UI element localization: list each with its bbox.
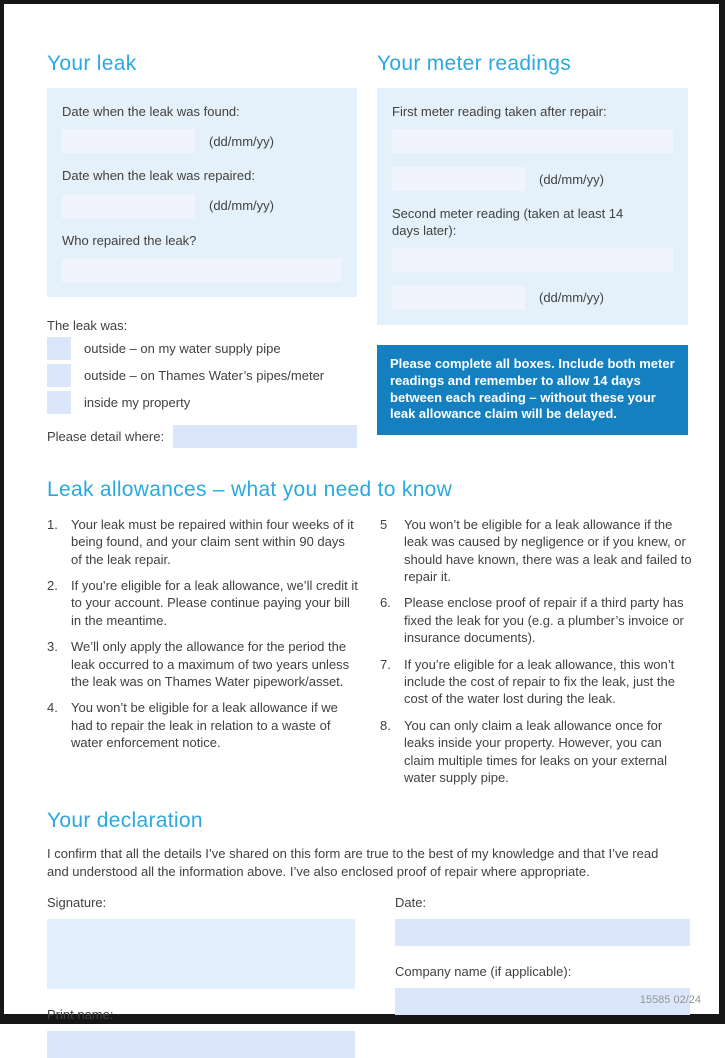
option-outside-own-pipe [47,337,357,360]
allowance-item-text: You won’t be eligible for a leak allowance if we had to repair the leak in relation to a waste of water enforcement notice. [71,700,338,751]
checkbox-outside-thames-water[interactable] [47,364,71,387]
allowance-item-text: We’ll only apply the allowance for the period the leak occurred to a maximum of two years unless the leak was on Thames Water pipework/asset. [71,639,350,689]
top-section [47,52,683,448]
leak-location-label: The leak was: [47,317,128,333]
your-leak-title: Your leak [47,52,137,75]
checkbox-outside-own-pipe[interactable] [47,337,71,360]
date-found-label: Date when the leak was found: [62,104,240,119]
first-reading-format-hint: (dd/mm/yy) [539,171,604,187]
option-outside-thames-water [47,364,357,387]
allowances-section [47,477,692,796]
second-reading-label: Second meter reading (taken at least 14 days later): [392,206,624,238]
date-repaired-format-hint: (dd/mm/yy) [209,198,274,213]
option-inside-property [47,391,357,414]
allowance-item-number: 1. [47,516,58,532]
who-repaired-label: Who repaired the leak? [62,232,197,248]
date-found-input[interactable] [62,129,195,153]
allowance-item-number: 2. [47,577,58,593]
allowance-item-number: 7. [380,656,391,672]
date-repaired-input[interactable] [62,194,195,218]
your-leak-section [47,52,357,448]
date-input[interactable] [395,919,690,946]
option-outside-own-pipe-label: outside – on my water supply pipe [84,340,281,356]
allowance-item-number: 3. [47,639,58,655]
date-found-format-hint: (dd/mm/yy) [209,133,274,149]
allowance-item [380,717,692,787]
declaration-title: Your declaration [47,809,203,833]
allowance-item-text: If you’re eligible for a leak allowance, we’ll credit it to your account. Please continue paying your bill in the meantime. [71,577,358,628]
allowance-item [47,516,359,568]
print-name-label: Print name: [47,1006,114,1022]
first-reading-label: First meter reading taken after repair: [392,104,607,119]
company-name-label: Company name (if applicable): [395,963,572,979]
allowance-item [47,699,359,751]
signature-label: Signature: [47,894,107,910]
allowance-item-number: 8. [380,717,391,733]
allowances-title: Leak allowances – what you need to know [47,477,453,501]
allowance-item-text: You can only claim a leak allowance once for leaks inside your property. However, you can claim multiple times for leaks on your external water supply pipe. [404,717,667,786]
option-inside-property-label: inside my property [84,394,191,410]
declaration-statement: I confirm that all the details I’ve shared on this form are true to the best of my knowledge and that I’ve read and understood all the information above. I’ve also enclosed proof of repair where appropriate. [47,846,659,879]
footer-ref: 15585 02/24 [639,994,701,1006]
date-repaired-label: Date when the leak was repaired: [62,168,255,184]
meter-readings-panel [377,88,688,325]
allowance-item [47,577,359,629]
second-reading-format-hint: (dd/mm/yy) [539,290,604,306]
checkbox-inside-property[interactable] [47,391,71,414]
meter-readings-title: Your meter readings [377,52,572,75]
allowances-column-right [380,516,692,796]
allowance-item-text: If you’re eligible for a leak allowance, this won’t include the cost of repair to fix the leak, just the cost of the water lost during the leak. [404,656,675,707]
who-repaired-input[interactable] [62,258,342,282]
second-reading-input[interactable] [392,248,673,272]
meter-readings-section [377,52,688,448]
first-reading-date-input[interactable] [392,167,525,191]
date-label: Date: [395,894,427,910]
allowance-item [47,638,359,690]
notice-box [377,345,688,436]
option-outside-thames-water-label: outside – on Thames Water’s pipes/meter [84,367,325,383]
signature-box[interactable] [47,919,355,989]
your-leak-panel [47,88,357,297]
allowance-item-text: Your leak must be repaired within four weeks of it being found, and your claim sent within 90 days of the leak repair. [71,516,354,567]
detail-where-label: Please detail where: [47,428,165,444]
allowances-column-left [47,516,359,796]
print-name-input[interactable] [47,1031,355,1058]
allowance-item-number: 4. [47,700,58,716]
allowance-item-text: Please enclose proof of repair if a third party has fixed the leak for you (e.g. a plumber’s invoice or insurance documents). [404,595,684,646]
allowance-item-text: You won’t be eligible for a leak allowance if the leak was caused by negligence or if you knew, or should have known, there was a leak and failed to repair it. [404,516,692,584]
detail-where-input[interactable] [173,425,357,448]
allowance-item-number: 6. [380,595,391,611]
first-reading-input[interactable] [392,129,673,153]
allowance-item-number: 5 [380,516,388,532]
allowance-item [380,594,692,646]
second-reading-date-input[interactable] [392,286,525,310]
declaration-section [47,809,683,1057]
notice-text: Please complete all boxes. Include both meter readings and remember to allow 14 days between each reading – without these your leak allowance claim will be delayed. [390,355,675,422]
detail-where-row [47,425,357,448]
allowance-item [380,656,692,708]
allowance-item [380,516,692,586]
